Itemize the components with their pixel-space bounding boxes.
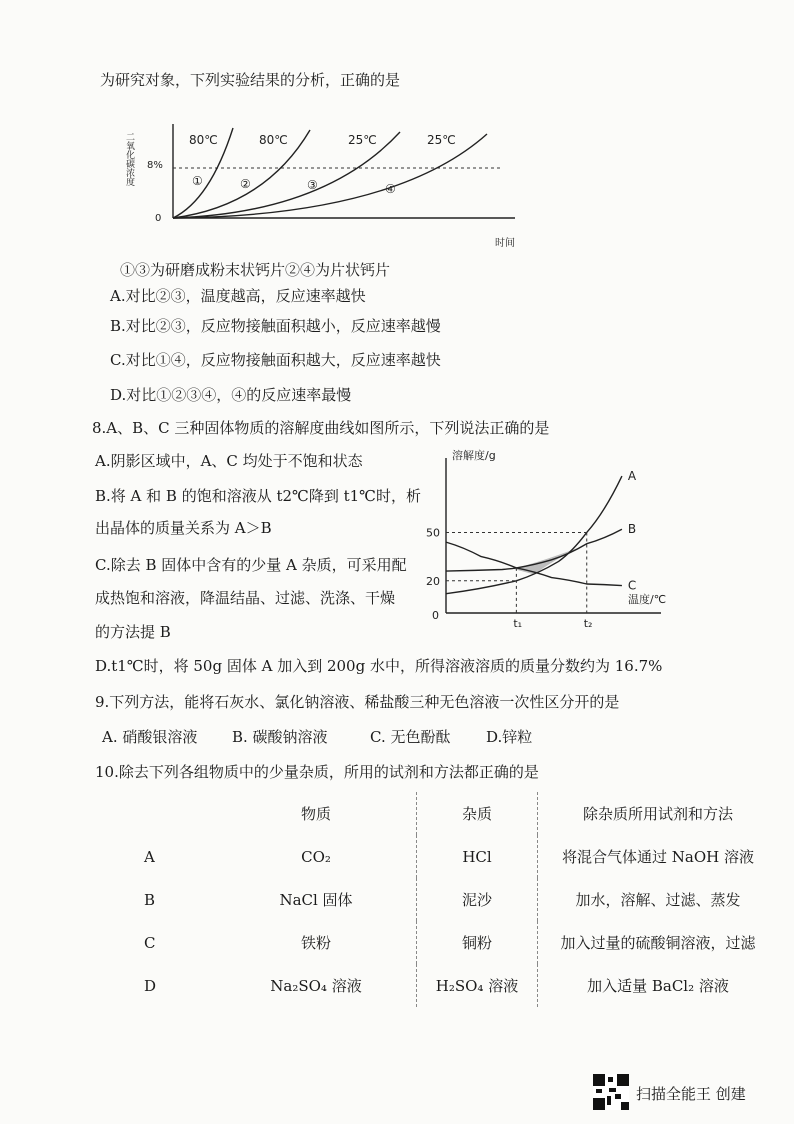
- q8-option-d: D.t1℃时，将 50g 固体 A 加入到 200g 水中，所得溶液溶质的质量分数约为 16.7%: [95, 657, 663, 675]
- solubility-chart: [420, 445, 680, 645]
- row-method: 加水，溶解、过滤、蒸发: [538, 878, 779, 921]
- reaction-rate-chart: [115, 118, 555, 253]
- q8-option-c-line2: 成热饱和溶液，降温结晶、过滤、洗涤、干燥: [95, 589, 396, 607]
- row-substance: 铁粉: [300, 934, 331, 952]
- q7-option-a: A.对比②③，温度越高，反应速率越快: [110, 287, 366, 305]
- q8-option-c-line1: C.除去 B 固体中含有的少量 A 杂质，可采用配: [95, 556, 407, 574]
- chart1-temp-3: 25℃: [348, 133, 377, 147]
- q9-option-a: A. 硝酸银溶液: [102, 728, 198, 746]
- row-method: 加入适量 BaCl₂ 溶液: [538, 964, 779, 1007]
- chart1-ylabel: 二氧化碳浓度: [124, 132, 134, 186]
- chart1-curve-2: ②: [240, 177, 251, 191]
- table-header-method: 除杂质所用试剂和方法: [538, 792, 779, 835]
- impurity-table: [118, 792, 778, 1007]
- x-axis-label: 温度/℃: [628, 593, 667, 606]
- series-label-b: B: [627, 522, 637, 537]
- curve-b: [446, 529, 622, 571]
- table-header-impurity: 杂质: [417, 792, 538, 835]
- row-impurity: 泥沙: [417, 878, 538, 921]
- q8-option-a: A.阴影区域中，A、C 均处于不饱和状态: [95, 452, 363, 470]
- chart1-temp-2: 80℃: [259, 133, 288, 147]
- footer-watermark-text: 扫描全能王 创建: [636, 1085, 746, 1103]
- q8-option-b-line1: B.将 A 和 B 的饱和溶液从 t2℃降到 t1℃时，析: [95, 487, 421, 505]
- q7-intro: 为研究对象，下列实验结果的分析，正确的是: [100, 71, 401, 89]
- q9-stem: 9.下列方法，能将石灰水、氯化钠溶液、稀盐酸三种无色溶液一次性区分开的是: [95, 693, 620, 711]
- q9-option-b: B. 碳酸钠溶液: [232, 728, 328, 746]
- row-substance: NaCl 固体: [279, 891, 353, 909]
- chart1-curve-4: ④: [385, 182, 396, 196]
- q9-option-c: C. 无色酚酞: [370, 728, 451, 746]
- row-label: B: [144, 890, 156, 909]
- table-row: [118, 964, 778, 1007]
- q10-stem: 10.除去下列各组物质中的少量杂质，所用的试剂和方法都正确的是: [95, 763, 539, 781]
- chart1-temp-4: 25℃: [427, 133, 456, 147]
- row-label: A: [144, 847, 155, 866]
- chart1-origin: 0: [155, 213, 162, 224]
- q8-stem: 8.A、B、C 三种固体物质的溶解度曲线如图所示，下列说法正确的是: [92, 419, 550, 437]
- chart1-xlabel: 时间: [495, 238, 515, 249]
- chart1-curve-1: ①: [192, 174, 203, 188]
- table-row: [118, 921, 778, 964]
- chart1-curve-3: ③: [307, 178, 318, 192]
- row-label: D: [144, 976, 157, 995]
- table-header-substance: 物质: [300, 805, 331, 823]
- q9-option-d: D.锌粒: [486, 728, 533, 746]
- row-substance: CO₂: [301, 847, 331, 866]
- y-tick-label: 20: [426, 574, 440, 588]
- chart1-temp-1: 80℃: [189, 133, 218, 147]
- x-tick-t2: t₂: [583, 617, 593, 630]
- table-header-row: [118, 792, 778, 835]
- series-label-a: A: [627, 469, 637, 484]
- curve-a: [446, 476, 622, 594]
- table-header-label: [118, 792, 216, 835]
- series-label-c: C: [627, 578, 637, 593]
- row-impurity: 铜粉: [417, 921, 538, 964]
- q7-option-d: D.对比①②③④，④的反应速率最慢: [110, 386, 352, 404]
- row-method: 将混合气体通过 NaOH 溶液: [538, 835, 779, 878]
- y-tick-label: 50: [426, 526, 440, 540]
- table-row: [118, 835, 778, 878]
- origin-label: 0: [432, 609, 439, 622]
- row-label: C: [144, 933, 156, 952]
- row-method: 加入过量的硫酸铜溶液，过滤: [538, 921, 779, 964]
- y-axis-label: 溶解度/g: [452, 449, 496, 462]
- q8-option-c-line3: 的方法提 B: [95, 623, 171, 641]
- row-impurity: HCl: [417, 835, 538, 878]
- table-row: [118, 878, 778, 921]
- chart1-ytick: 8%: [147, 160, 163, 171]
- row-impurity: H₂SO₄ 溶液: [417, 964, 538, 1007]
- q7-option-c: C.对比①④，反应物接触面积越大，反应速率越快: [110, 351, 441, 369]
- q8-option-b-line2: 出晶体的质量关系为 A＞B: [95, 519, 272, 537]
- qr-code-icon: [593, 1074, 629, 1110]
- x-tick-t1: t₁: [513, 617, 523, 630]
- q7-note: ①③为研磨成粉末状钙片②④为片状钙片: [120, 261, 391, 279]
- row-substance: Na₂SO₄ 溶液: [270, 977, 362, 995]
- q7-option-b: B.对比②③，反应物接触面积越小，反应速率越慢: [110, 317, 441, 335]
